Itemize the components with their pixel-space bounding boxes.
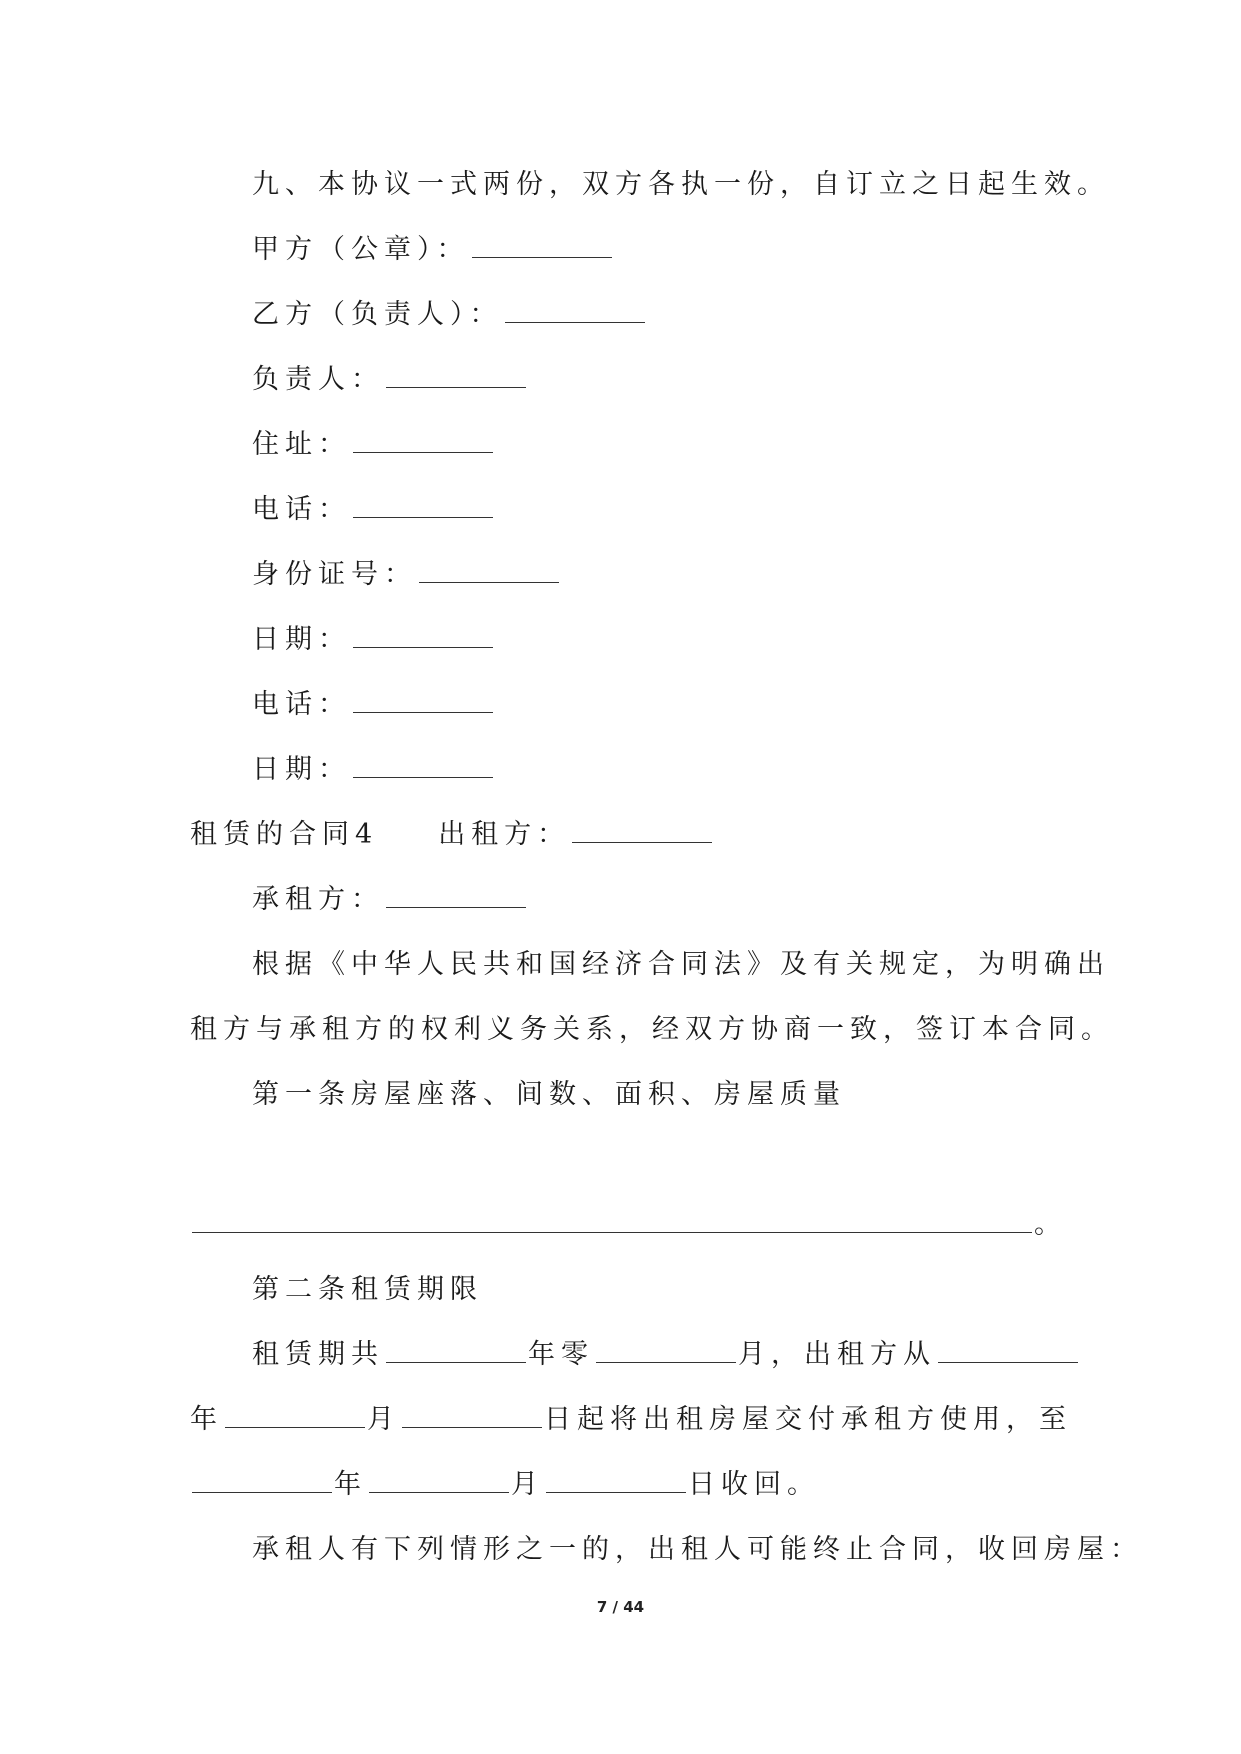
blank-line[interactable] [353,493,493,518]
date-field-2: 日期： [252,752,495,788]
blank-line[interactable] [369,1468,509,1493]
clause-nine: 九、本协议一式两份，双方各执一份，自订立之日起生效。 [252,169,1110,200]
id-number-field: 身份证号： [252,557,561,593]
lessor-label: 出租方： [438,819,571,850]
blank-line[interactable] [596,1338,736,1363]
blank-line[interactable] [386,1338,526,1363]
blank-line[interactable] [572,818,712,843]
lease-term-line-1: 租赁期共 年零 月，出租方从 [252,1337,1080,1373]
date-field: 日期： [252,622,495,658]
blank-line[interactable] [225,1403,365,1428]
lease-term-line-2: 年 月 日起将出租房屋交付承租方使用，至 [190,1404,1072,1435]
blank-line[interactable] [353,753,493,778]
lessee-field: 承租方： [252,882,528,918]
contract-title: 租赁的合同4 [190,819,379,850]
phone-field: 电话： [252,492,495,528]
contract-heading [190,817,714,853]
lease-term-line-3: 年 月 日收回。 [190,1467,820,1503]
address-field: 住址： [252,427,495,463]
blank-line[interactable] [386,883,526,908]
page-number: 7 / 44 [596,1598,645,1616]
blank-line[interactable] [402,1403,542,1428]
preamble-line-1: 根据《中华人民共和国经济合同法》及有关规定，为明确出 [252,949,1110,980]
blank-line[interactable] [386,363,526,388]
blank-line[interactable] [505,298,645,323]
party-a-seal-field: 甲方（公章）： [252,232,614,268]
blank-line[interactable] [938,1338,1078,1363]
representative-field: 负责人： [252,362,528,398]
blank-line[interactable] [353,428,493,453]
preamble-line-2: 租方与承租方的权利义务关系，经双方协商一致，签订本合同。 [190,1014,1114,1045]
phone-field-2: 电话： [252,687,495,723]
party-b-representative-field: 乙方（负责人）： [252,297,647,333]
article-one-fill: 。 [190,1207,1067,1243]
article-two-heading: 第二条租赁期限 [252,1274,483,1305]
blank-line[interactable] [546,1468,686,1493]
blank-line[interactable] [353,623,493,648]
blank-line[interactable] [472,233,612,258]
article-one-heading: 第一条房屋座落、间数、面积、房屋质量 [252,1079,846,1110]
blank-line[interactable] [353,688,493,713]
blank-line[interactable] [192,1208,1032,1233]
blank-line[interactable] [192,1468,332,1493]
termination-clause: 承租人有下列情形之一的，出租人可能终止合同，收回房屋： [252,1534,1143,1565]
blank-line[interactable] [419,558,559,583]
